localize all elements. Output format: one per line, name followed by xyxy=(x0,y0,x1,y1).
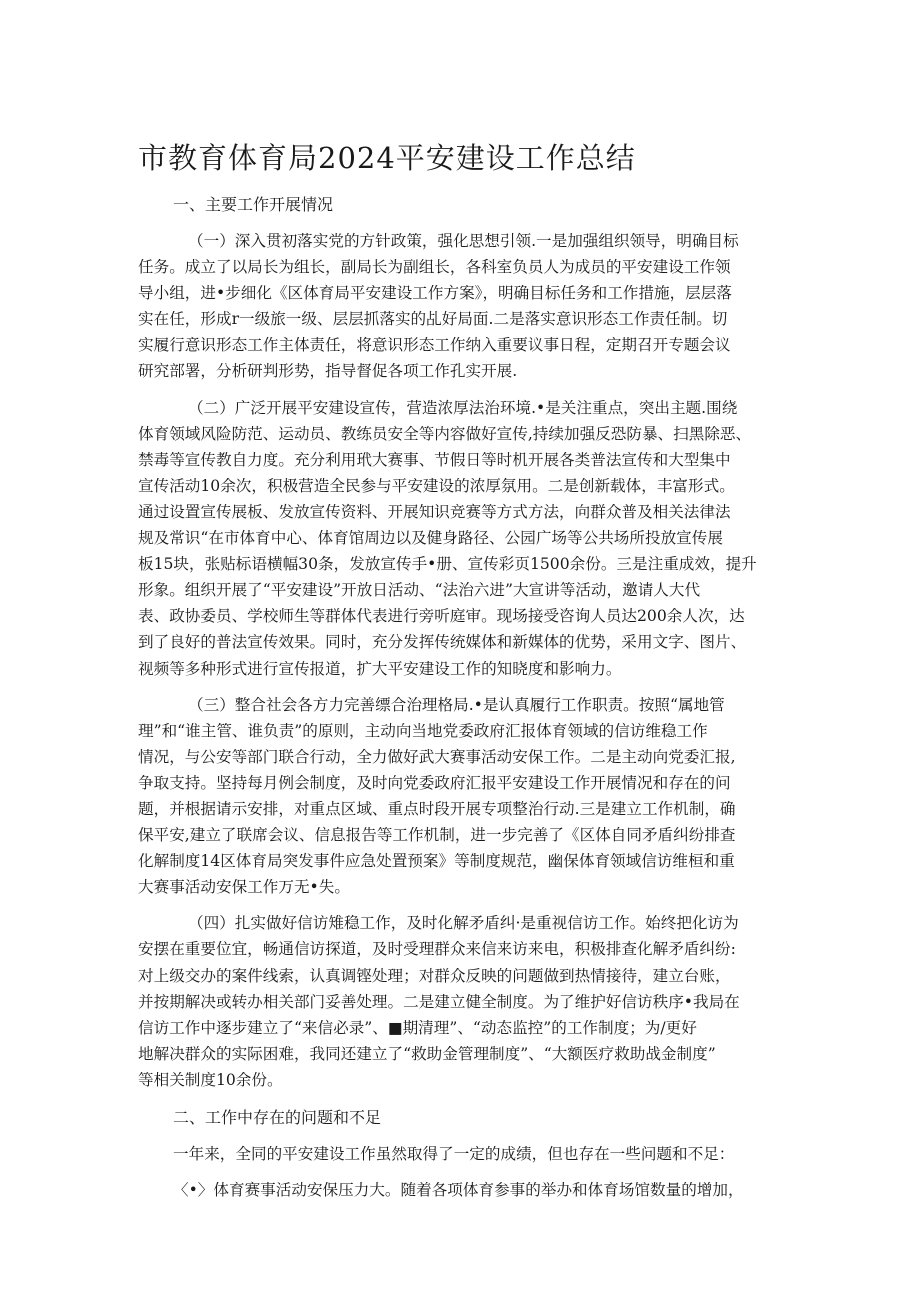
text-line: 表、政协委员、学校师生等群体代表进行旁听庭审。现场接受咨询人员达200余人次，达 xyxy=(138,607,745,626)
text-line: 通过设置宣传展板、发放宣传资料、开展知识竞赛等方式方法，向群众普及相关法律法 xyxy=(138,502,731,521)
text-line: 并按期解决或转办相关部门妥善处理。二是建立健全制度。为了维护好信访秩序•我局在 xyxy=(138,992,740,1011)
text-line: 保平安,建立了联席会议、信息报告等工作机制，进一步完善了《区体自同矛盾纠纷排查 xyxy=(138,826,736,845)
text-line: 对上级交办的案件线索，认真调铿处理；对群众反映的问题做到热情接待，建立台账， xyxy=(138,966,731,985)
paragraph-3 xyxy=(138,692,790,901)
text-line: 题，并根据请示安排，对重点区域、重点时段开展专项整治行动.三是建立工作机制，确 xyxy=(138,799,736,818)
text-line: 研究部署，分析研判形势，指导督促各项工作孔实开展. xyxy=(138,362,518,381)
text-line: 一年来，全同的平安建设工作虽然取得了一定的成绩，但也存在一些问题和不足： xyxy=(173,1145,735,1163)
text-line: （四）扎实做好信访雉稳工作，及时化解矛盾纠·是重视信访工作。始终把化访为 xyxy=(188,914,739,933)
text-line: 到了良好的普法宣传效果。同时，充分发挥传统媒体和新媒体的优势，采用文字、图片、 xyxy=(138,633,747,652)
text-line: （三）整合社会各方力完善缥合治理格局.•是认真履行工作职责。按照“属地管 xyxy=(188,695,725,714)
text-line: 信访工作中逐步建立了“来信必录”、■期清理”、“动态监控”的工作制度；为/更好 xyxy=(138,1018,697,1037)
text-line: 情况，与公安等部门联合行动，全力做好武大赛事活动安保工作。二是主动向党委汇报, xyxy=(138,747,736,766)
text-line: 导小组，进•步细化《区体育局平安建设工作方案》，明确目标任务和工作措施，层层落 xyxy=(138,284,732,303)
text-line: 争取支持。坚持每月例会制度，及时向党委政府汇报平安建设工作开展情况和存在的问 xyxy=(138,773,731,792)
document-title: 市教育体育局2024平安建设工作总结 xyxy=(138,141,636,175)
paragraph-6 xyxy=(138,1177,790,1203)
text-line: 体育领域风险防范、运动员、教练员安全等内容做好宣传,持续加强反恐防暴、扫黑除恶、 xyxy=(138,424,752,443)
text-line: 实履行意识形态工作主体责任，将意识形态工作纳入重要议事日程，定期召开专题会议 xyxy=(138,336,731,355)
text-line: 任务。成立了以局长为组长，副局长为副组长，各科室负员人为成员的平安建设工作领 xyxy=(138,258,731,277)
paragraph-1 xyxy=(138,228,790,385)
text-line: 大赛事活动安保工作万无•失。 xyxy=(138,878,350,897)
text-line: 〈•〉体育赛事活动安保压力大。随着各项体育参事的举办和体育场馆数量的增加， xyxy=(173,1181,744,1200)
text-line: 视频等多种形式进行宣传报道，扩大平安建设工作的知晓度和影响力。 xyxy=(138,659,622,678)
text-line: 宣传活动10余次，积极营造全民参与平安建设的浓厚氛用。二是创新载体，丰富形式。 xyxy=(138,476,735,495)
text-line: 地解决群众的实际困难，我同还建立了“救助金管理制度”、“大额医疗救助战金制度” xyxy=(138,1044,716,1063)
text-line: 规及常识“在市体育中心、体育馆周边以及健身路径、公园广场等公共场所投放宣传展 xyxy=(138,529,723,548)
section-heading-problems: 二、工作中存在的问题和不足 xyxy=(173,1108,382,1127)
text-line: 禁毒等宣传教自力度。充分利用玳大赛事、节假日等时机开展各类普法宣传和大型集中 xyxy=(138,450,731,469)
text-line: 板15块，张贴标语横幅30条，发放宣传手•册、宣传彩页1500余份。三是注重成效，提升 xyxy=(138,555,757,574)
text-line: 实在任，形成r一级旅一级、层层抓落实的乩好局面.二是落实意识形态工作责任制。切 xyxy=(138,310,728,329)
text-line: （二）广泛开展平安建设宣传，营造浓厚法治环境.•是关注重点，突出主题.围绕 xyxy=(188,398,738,417)
paragraph-2 xyxy=(138,395,790,682)
text-line: 理”和“谁主管、谁负责”的原则，主动向当地党委政府汇报体育领域的信访维稳工作 xyxy=(138,721,708,740)
text-line: 安摆在重要位宜，畅通信访探道，及时受理群众来信来访来电，积极排查化解矛盾纠纷: xyxy=(138,940,736,959)
paragraph-4 xyxy=(138,910,790,1093)
section-heading-main-work: 一、主要工作开展情况 xyxy=(173,195,334,214)
text-line: 等相关制度10余份。 xyxy=(138,1070,283,1089)
text-line: （一）深入贯初落实党的方针政策，强化思想引领.一是加强组织领导，明确目标 xyxy=(188,232,739,250)
paragraph-5 xyxy=(138,1141,790,1167)
text-line: 形象。组织开展了“平安建设”开放日活动、“法治六进”大宣讲等活动，邀请人大代 xyxy=(138,581,701,600)
text-line: 化解制度14区体育局突发事件应急处置预案》等制度规范，幽保体育领域信访维桓和重 xyxy=(138,852,735,871)
document-body xyxy=(138,188,790,1213)
